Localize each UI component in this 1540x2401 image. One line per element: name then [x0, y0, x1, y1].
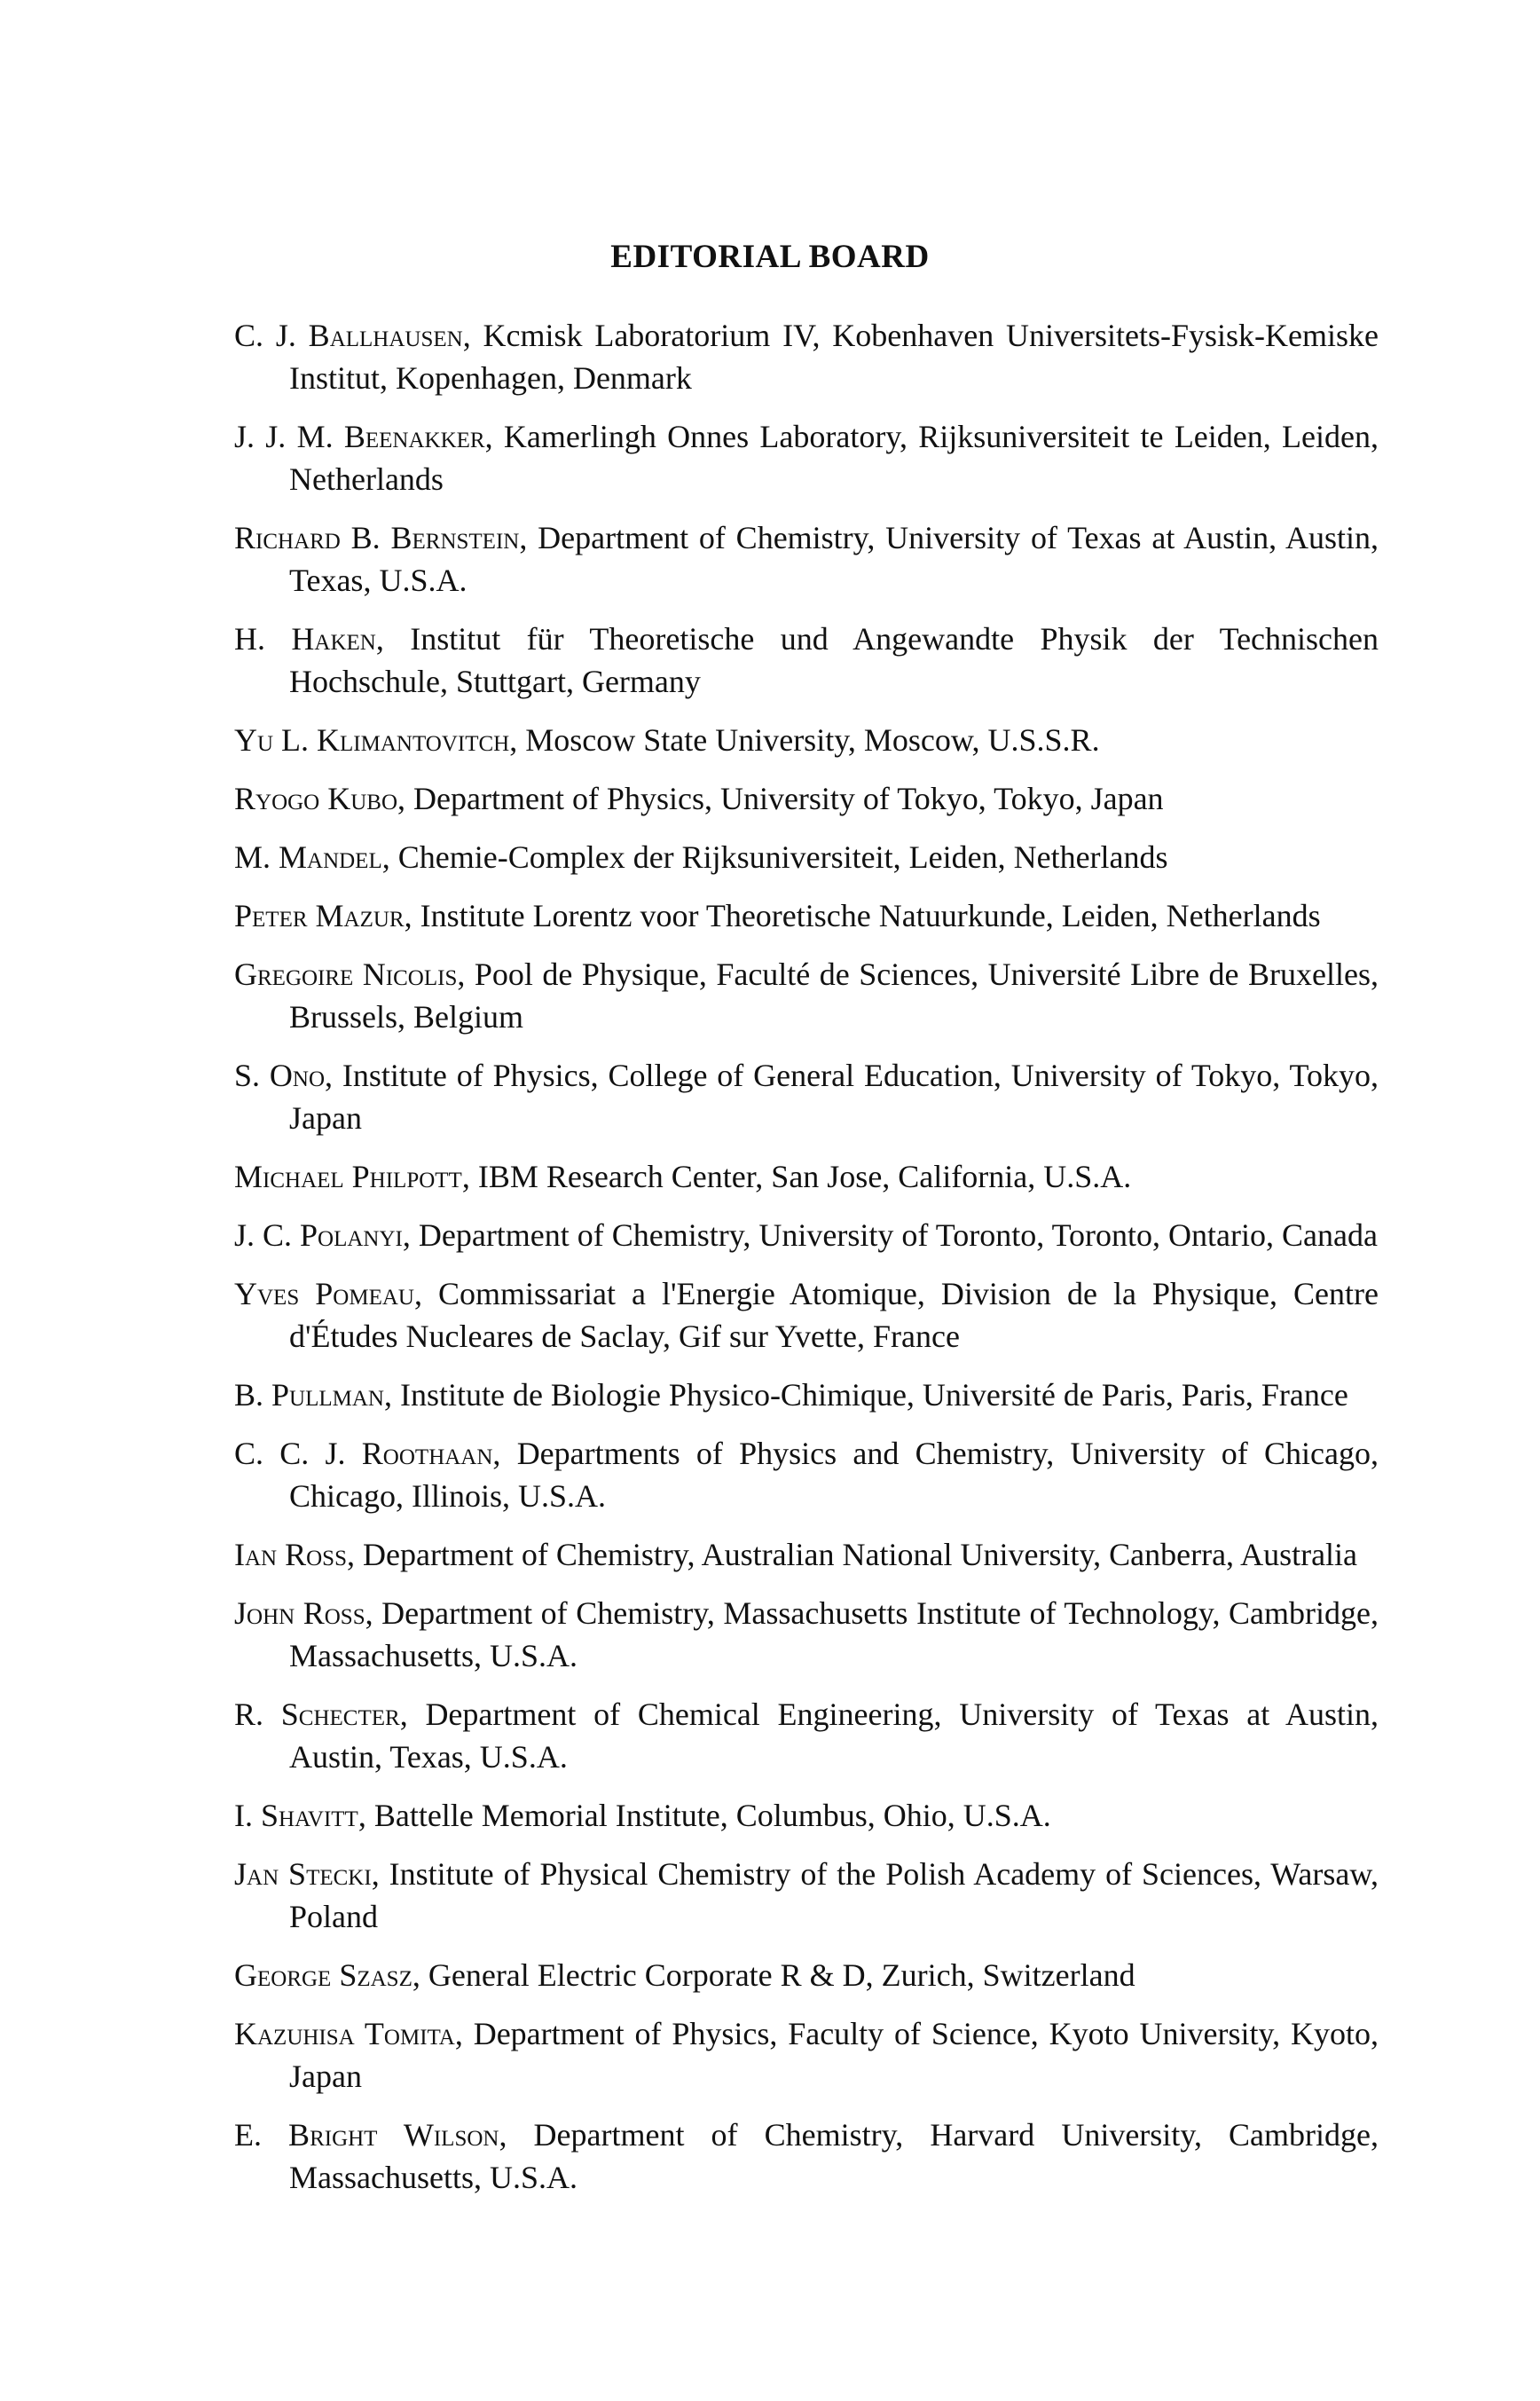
member-affiliation: Department of Chemical Engineering, University of Texas at Austin, Austin, Texas, U.S.A. — [289, 1696, 1379, 1775]
member-name: Kazuhisa Tomita — [234, 2016, 455, 2051]
member-name: Jan Stecki — [234, 1856, 372, 1892]
board-member-entry: M. Mandel, Chemie-Complex der Rijksuniversiteit, Leiden, Netherlands — [234, 839, 1168, 875]
board-member-entry: B. Pullman, Institute de Biologie Physico-Chimique, Université de Paris, Paris, France — [234, 1377, 1348, 1413]
member-affiliation: Department of Chemistry, Massachusetts Institute of Technology, Cambridge, Massachusetts, U.S.A. — [289, 1595, 1379, 1673]
member-name: J. C. Polanyi — [234, 1217, 403, 1253]
member-name: I. Shavitt — [234, 1798, 358, 1833]
member-name: Peter Mazur — [234, 898, 405, 933]
member-affiliation: Kamerlingh Onnes Laboratory, Rijksuniversiteit te Leiden, Leiden, Netherlands — [289, 419, 1379, 497]
member-name: M. Mandel — [234, 839, 382, 875]
board-member-entry: Yves Pomeau, Commissariat a l'Energie Atomique, Division de la Physique, Centre d'Études Nucleares de Saclay, Gif sur Yvette, France — [234, 1276, 1379, 1354]
member-affiliation: Moscow State University, Moscow, U.S.S.R. — [525, 722, 1100, 758]
member-name: George Szasz — [234, 1957, 412, 1993]
member-name: Yu L. Klimantovitch — [234, 722, 510, 758]
member-affiliation: Institute of Physics, College of General Education, University of Tokyo, Tokyo, Japan — [289, 1058, 1379, 1136]
board-member-entry: J. J. M. Beenakker, Kamerlingh Onnes Laboratory, Rijksuniversiteit te Leiden, Leiden, Netherlands — [234, 419, 1379, 497]
board-member-entry: Jan Stecki, Institute of Physical Chemistry of the Polish Academy of Sciences, Warsaw, Poland — [234, 1856, 1379, 1934]
board-member-entry: E. Bright Wilson, Department of Chemistry, Harvard University, Cambridge, Massachusetts, U.S.A. — [234, 2117, 1379, 2195]
member-affiliation: Department of Chemistry, Harvard University, Cambridge, Massachusetts, U.S.A. — [289, 2117, 1379, 2195]
member-name: Michael Philpott — [234, 1159, 462, 1194]
board-member-entry: Peter Mazur, Institute Lorentz voor Theoretische Natuurkunde, Leiden, Netherlands — [234, 898, 1321, 933]
member-affiliation: Chemie-Complex der Rijksuniversiteit, Leiden, Netherlands — [397, 839, 1168, 875]
member-affiliation: Department of Physics, Faculty of Science, Kyoto University, Kyoto, Japan — [289, 2016, 1379, 2094]
board-member-entry: S. Ono, Institute of Physics, College of General Education, University of Tokyo, Tokyo, Japan — [234, 1058, 1379, 1136]
member-name: H. Haken — [234, 621, 376, 657]
member-name: Gregoire Nicolis — [234, 956, 458, 992]
member-name: Ryogo Kubo — [234, 781, 398, 816]
member-affiliation: IBM Research Center, San Jose, California, U.S.A. — [477, 1159, 1132, 1194]
board-member-entry: J. C. Polanyi, Department of Chemistry, University of Toronto, Toronto, Ontario, Canada — [234, 1217, 1378, 1253]
member-name: Richard B. Bernstein — [234, 520, 520, 555]
member-affiliation: Institute Lorentz voor Theoretische Natuurkunde, Leiden, Netherlands — [420, 898, 1321, 933]
member-affiliation: Kcmisk Laboratorium IV, Kobenhaven Universitets-Fysisk-Kemiske Institut, Kopenhagen, Denmark — [289, 318, 1379, 396]
board-member-entry: Gregoire Nicolis, Pool de Physique, Faculté de Sciences, Université Libre de Bruxelles, Brussels, Belgium — [234, 956, 1379, 1035]
board-member-entry: C. J. Ballhausen, Kcmisk Laboratorium IV, Kobenhaven Universitets-Fysisk-Kemiske Institut, Kopenhagen, Denmark — [234, 318, 1379, 396]
board-member-entry: Ryogo Kubo, Department of Physics, University of Tokyo, Tokyo, Japan — [234, 781, 1164, 816]
member-affiliation: General Electric Corporate R & D, Zurich, Switzerland — [428, 1957, 1135, 1993]
member-affiliation: Department of Physics, University of Tokyo, Tokyo, Japan — [413, 781, 1164, 816]
member-name: Ian Ross — [234, 1537, 347, 1572]
page-title: EDITORIAL BOARD — [610, 239, 930, 275]
board-member-entry: Richard B. Bernstein, Department of Chemistry, University of Texas at Austin, Austin, Texas, U.S.A. — [234, 520, 1379, 598]
member-affiliation: Commissariat a l'Energie Atomique, Division de la Physique, Centre d'Études Nucleares de Saclay, Gif sur Yvette, France — [289, 1276, 1379, 1354]
member-name: R. Schecter — [234, 1696, 400, 1732]
member-affiliation: Battelle Memorial Institute, Columbus, Ohio, U.S.A. — [373, 1798, 1051, 1833]
board-member-entry: Michael Philpott, IBM Research Center, San Jose, California, U.S.A. — [234, 1159, 1132, 1194]
board-member-entry: George Szasz, General Electric Corporate R & D, Zurich, Switzerland — [234, 1957, 1135, 1993]
board-member-entry: R. Schecter, Department of Chemical Engineering, University of Texas at Austin, Austin, Texas, U.S.A. — [234, 1696, 1379, 1775]
member-affiliation: Pool de Physique, Faculté de Sciences, Université Libre de Bruxelles, Brussels, Belgium — [289, 956, 1379, 1035]
member-affiliation: Institute of Physical Chemistry of the Polish Academy of Sciences, Warsaw, Poland — [289, 1856, 1379, 1934]
member-name: Yves Pomeau — [234, 1276, 414, 1311]
board-member-entry: Ian Ross, Department of Chemistry, Australian National University, Canberra, Australia — [234, 1537, 1358, 1572]
member-affiliation: Institute de Biologie Physico-Chimique, Université de Paris, Paris, France — [399, 1377, 1348, 1413]
board-member-entry: H. Haken, Institut für Theoretische und Angewandte Physik der Technischen Hochschule, Stuttgart, Germany — [234, 621, 1379, 699]
member-name: S. Ono — [234, 1058, 325, 1093]
board-member-entry: C. C. J. Roothaan, Departments of Physics and Chemistry, University of Chicago, Chicago, Illinois, U.S.A. — [234, 1436, 1379, 1514]
member-affiliation: Institut für Theoretische und Angewandte Physik der Technischen Hochschule, Stuttgart, Germany — [289, 621, 1379, 699]
member-name: C. J. Ballhausen — [234, 318, 463, 353]
member-affiliation: Departments of Physics and Chemistry, University of Chicago, Chicago, Illinois, U.S.A. — [289, 1436, 1379, 1514]
board-member-entry: John Ross, Department of Chemistry, Massachusetts Institute of Technology, Cambridge, Massachusetts, U.S.A. — [234, 1595, 1379, 1673]
board-member-entry: I. Shavitt, Battelle Memorial Institute, Columbus, Ohio, U.S.A. — [234, 1798, 1051, 1833]
member-name: C. C. J. Roothaan — [234, 1436, 493, 1471]
board-member-entry: Kazuhisa Tomita, Department of Physics, Faculty of Science, Kyoto University, Kyoto, Japan — [234, 2016, 1379, 2094]
board-member-entry: Yu L. Klimantovitch, Moscow State University, Moscow, U.S.S.R. — [234, 722, 1100, 758]
member-name: John Ross — [234, 1595, 365, 1631]
member-name: J. J. M. Beenakker — [234, 419, 485, 454]
member-affiliation: Department of Chemistry, Australian National University, Canberra, Australia — [362, 1537, 1358, 1572]
member-affiliation: Department of Chemistry, University of Texas at Austin, Austin, Texas, U.S.A. — [289, 520, 1379, 598]
member-affiliation: Department of Chemistry, University of Toronto, Toronto, Ontario, Canada — [418, 1217, 1378, 1253]
member-name: E. Bright Wilson — [234, 2117, 499, 2153]
member-name: B. Pullman — [234, 1377, 384, 1413]
editorial-board-list — [234, 314, 1379, 2215]
